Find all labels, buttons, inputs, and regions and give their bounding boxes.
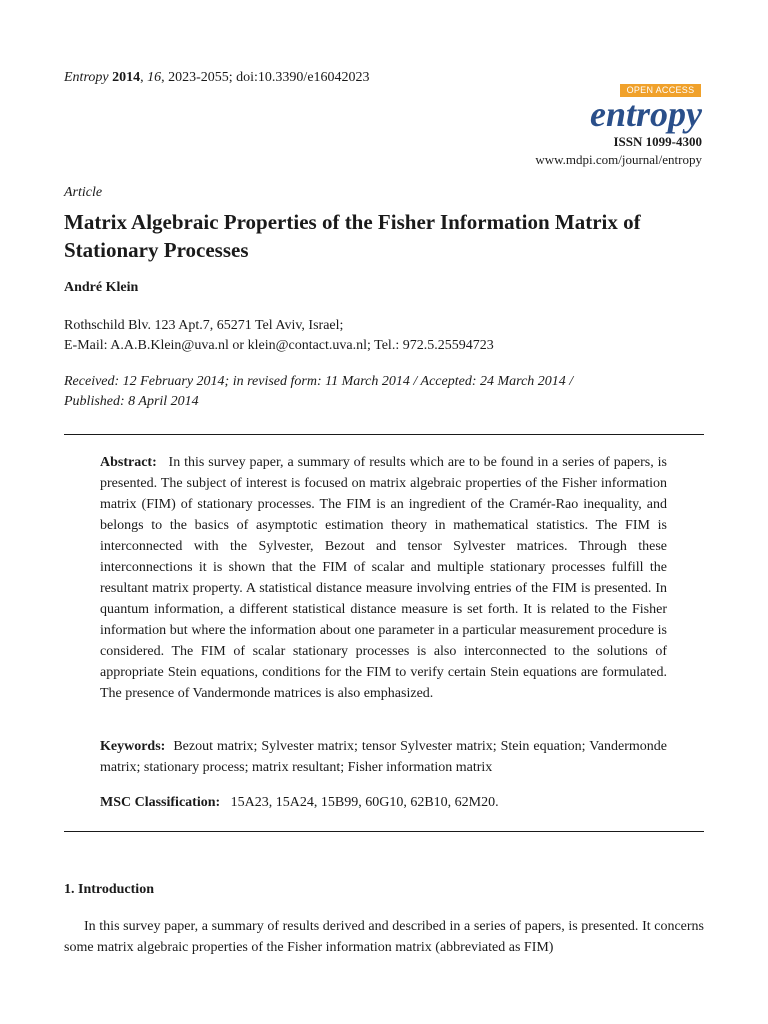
msc-block xyxy=(100,794,667,811)
divider-bottom xyxy=(64,831,704,832)
section-heading-introduction: 1. Introduction xyxy=(64,882,154,897)
issn: ISSN 1099-4300 xyxy=(613,134,702,149)
abstract-label: Abstract: xyxy=(100,455,157,470)
journal-url[interactable]: www.mdpi.com/journal/entropy xyxy=(535,152,702,167)
paper-title: Matrix Algebraic Properties of the Fisher Information Matrix of Stationary Processes xyxy=(64,210,641,262)
dates-line-2: Published: 8 April 2014 xyxy=(64,394,199,409)
author-contact: E-Mail: A.A.B.Klein@uva.nl or klein@contact.uva.nl; Tel.: 972.5.25594723 xyxy=(64,338,494,353)
article-type: Article xyxy=(64,185,103,200)
journal-volume: 16 xyxy=(147,70,162,85)
introduction-paragraph: In this survey paper, a summary of results derived and described in a series of papers, is presented. It concerns some matrix algebraic properties of the Fisher information matrix (abbreviated as FIM) xyxy=(64,919,704,955)
keywords-text: Bezout matrix; Sylvester matrix; tensor Sylvester matrix; Stein equation; Vandermonde matrix; stationary process; matrix resultant; Fisher information matrix xyxy=(100,739,667,775)
dates-line-1: Received: 12 February 2014; in revised form: 11 March 2014 / Accepted: 24 March 2014 / xyxy=(64,374,574,389)
abstract-block xyxy=(100,452,667,704)
msc-text: 15A23, 15A24, 15B99, 60G10, 62B10, 62M20. xyxy=(230,795,499,810)
open-access-badge: OPEN ACCESS xyxy=(620,84,701,97)
abstract-text: In this survey paper, a summary of results which are to be found in a series of papers, is presented. The subject of interest is focused on matrix algebraic properties of the Fisher information matrix (FIM) of stationary processes. The FIM is an ingredient of the Cramér-Rao inequality, and belongs to the basics of asymptotic estimation theory in mathematical statistics. The FIM is interconnected with the Sylvester, Bezout and tensor Sylvester matrices. Through these interconnections it is shown that the FIM of scalar and multiple stationary processes fulfill the resultant matrix property. A statistical distance measure involving entries of the FIM is presented. In quantum information, a different statistical distance measure is set forth. It is related to the Fisher information but where the information about one parameter in a particular measurement procedure is considered. The FIM of scalar stationary processes is also interconnected to the solutions of appropriate Stein equations, conditions for the FIM to verify certain Stein equations are formulated. The presence of Vandermonde matrices is also emphasized. xyxy=(100,455,667,701)
publication-dates xyxy=(64,372,684,412)
journal-logo: entropy xyxy=(590,94,702,134)
author-address: Rothschild Blv. 123 Apt.7, 65271 Tel Aviv, Israel; xyxy=(64,318,344,333)
journal-pages-doi: 2023-2055; doi:10.3390/e16042023 xyxy=(168,70,370,85)
author-name: André Klein xyxy=(64,280,139,295)
keywords-label: Keywords: xyxy=(100,739,166,754)
journal-name: Entropy xyxy=(64,70,109,85)
keywords-block xyxy=(100,736,667,778)
msc-label: MSC Classification: xyxy=(100,795,221,810)
journal-year: 2014 xyxy=(112,70,141,85)
citation-line: Entropy 2014, 16, 2023-2055; doi:10.3390/e16042023 xyxy=(64,70,370,85)
divider-top xyxy=(64,434,704,435)
affiliation-block xyxy=(64,316,494,356)
